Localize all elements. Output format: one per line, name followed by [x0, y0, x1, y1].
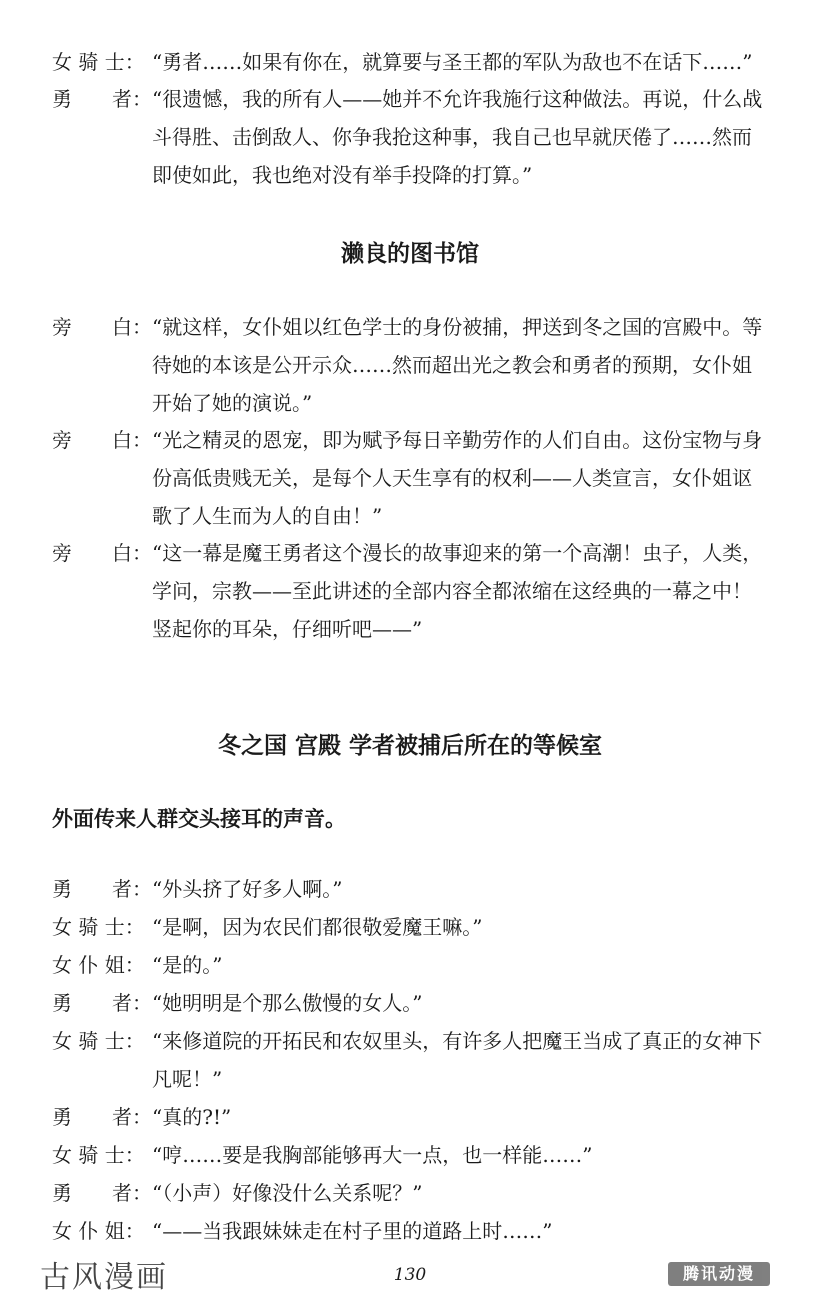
speech-text: 待她的本该是公开示众……然而超出光之教会和勇者的预期，女仆姐	[152, 353, 752, 377]
section-heading-palace: 冬之国 宫殿 学者被捕后所在的等候室	[217, 733, 602, 759]
speech-text: 竖起你的耳朵，仔细听吧——”	[152, 617, 423, 641]
speaker-label: 女 骑 士：	[52, 50, 145, 74]
speech-text: “是啊，因为农民们都很敬爱魔王嘛。”	[152, 915, 483, 939]
speaker-label: 旁 白：	[52, 541, 152, 565]
speaker-label: 女 仆 姐：	[52, 953, 145, 977]
speech-text: “哼……要是我胸部能够再大一点，也一样能……”	[152, 1143, 593, 1167]
speaker-label: 勇 者：	[52, 87, 152, 111]
speaker-label: 勇 者：	[52, 991, 152, 1015]
speaker-label: 旁 白：	[52, 315, 152, 339]
speech-text: 凡呢！”	[152, 1067, 223, 1091]
speech-text: 开始了她的演说。”	[152, 391, 313, 415]
speaker-label: 女 骑 士：	[52, 915, 145, 939]
speaker-label: 女 仆 姐：	[52, 1219, 145, 1243]
page-number: 130	[393, 1265, 427, 1285]
stage-direction: 外面传来人群交头接耳的声音。	[52, 807, 346, 831]
watermark-logo-left: 古风漫画	[40, 1260, 168, 1295]
speech-text: “光之精灵的恩宠，即为赋予每日辛勤劳作的人们自由。这份宝物与身	[152, 428, 763, 452]
speaker-label: 勇 者：	[52, 877, 152, 901]
speech-text: “——当我跟妹妹走在村子里的道路上时……”	[152, 1219, 553, 1243]
speech-text: “是的。”	[152, 953, 223, 977]
speaker-label: 女 骑 士：	[52, 1143, 145, 1167]
speaker-label: 勇 者：	[52, 1105, 152, 1129]
speech-text: “真的?!”	[152, 1105, 232, 1129]
speaker-label: 勇 者：	[52, 1181, 152, 1205]
speech-text: “来修道院的开拓民和农奴里头，有许多人把魔王当成了真正的女神下	[152, 1029, 763, 1053]
speech-text: 斗得胜、击倒敌人、你争我抢这种事，我自己也早就厌倦了……然而	[152, 125, 752, 149]
speech-text: “外头挤了好多人啊。”	[152, 877, 343, 901]
speech-text: “她明明是个那么傲慢的女人。”	[152, 991, 423, 1015]
speaker-label: 旁 白：	[52, 428, 152, 452]
speech-text: “勇者……如果有你在，就算要与圣王都的军队为敌也不在话下……”	[152, 50, 753, 74]
speech-text: “（小声）好像没什么关系呢？”	[152, 1181, 423, 1205]
speech-text: 歌了人生而为人的自由！”	[152, 504, 383, 528]
section-heading-library: 濑良的图书馆	[341, 241, 479, 267]
speech-text: 即使如此，我也绝对没有举手投降的打算。”	[152, 163, 533, 187]
speech-text: “就这样，女仆姐以红色学士的身份被捕，押送到冬之国的宫殿中。等	[152, 315, 763, 339]
speaker-label: 女 骑 士：	[52, 1029, 145, 1053]
speech-text: 学问，宗教——至此讲述的全部内容全都浓缩在这经典的一幕之中！	[152, 579, 752, 603]
speech-text: 份高低贵贱无关，是每个人天生享有的权利——人类宣言，女仆姐讴	[152, 466, 752, 490]
speech-text: “很遗憾，我的所有人——她并不允许我施行这种做法。再说，什么战	[152, 87, 763, 111]
speech-text: “这一幕是魔王勇者这个漫长的故事迎来的第一个高潮！虫子，人类，	[152, 541, 763, 565]
watermark-logo-right: 腾讯动漫	[668, 1262, 770, 1286]
